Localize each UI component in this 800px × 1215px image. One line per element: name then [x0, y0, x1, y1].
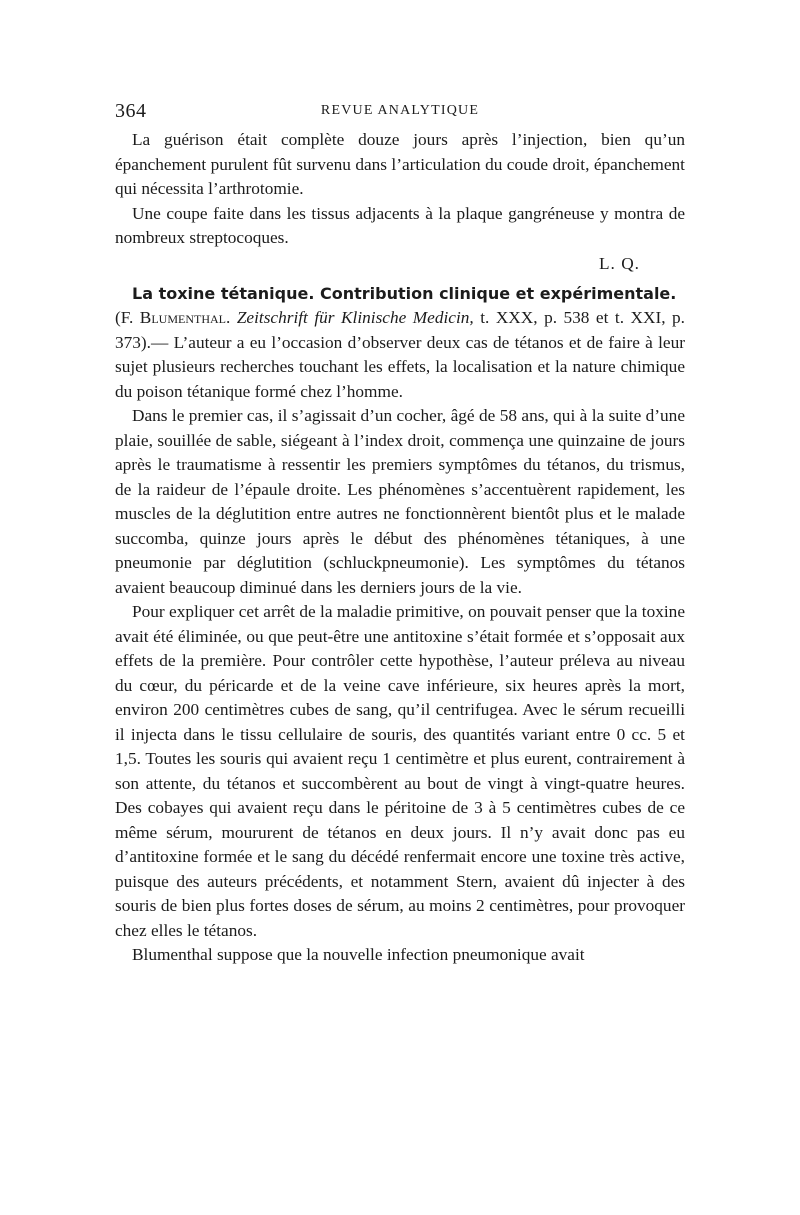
- running-head: REVUE ANALYTIQUE: [320, 103, 480, 118]
- paragraph-streptococci: Une coupe faite dans les tissus adjacents à la plaque gangréneuse y montra de nombreux streptocoques.: [115, 203, 685, 247]
- reference-open: (F.: [115, 308, 140, 327]
- paragraph-first-case: Dans le premier cas, il s’agissait d’un cocher, âgé de 58 ans, qui à la suite d’une plaie, souillée de sable, siégeant à l’index droit, commença une quinzaine de jours après le traumatisme à ressentir les premiers symptômes du tétanos, du trismus, de la raideur de l’épaule droite. Les phénomènes s’accentuèrent rapidement, les muscles de la déglutition entre autres ne fonctionnèrent bientôt plus et le malade succomba, quinze jours après le début des phénomènes tétaniques, à une pneumonie par déglutition (schluckpneumonie). Les symptômes du tétanos avaient beaucoup diminué dans les derniers jours de la vie.: [115, 406, 685, 597]
- page-number: 364: [115, 100, 147, 122]
- author-initials: L. Q.: [599, 253, 640, 273]
- reference-author: Blumenthal.: [139, 308, 231, 327]
- page-body: [115, 128, 685, 968]
- article-title: La toxine tétanique. Contribution clinique et expérimentale.: [132, 284, 677, 303]
- paragraph-experiment: Pour expliquer cet arrêt de la maladie primitive, on pouvait penser que la toxine avait été éliminée, ou que peut-être une antitoxine s’était formée et s’opposait aux effets de la première. Pour contrôler cette hypothèse, l’auteur préleva au niveau du cœur, du péricarde et de la veine cave inférieure, six heures après la mort, environ 200 centimètres cubes de sang, qu’il centrifugea. Avec le sérum recueilli il injecta dans le tissu cellulaire de souris, des quantités variant entre 0 cc. 5 et 1,5. Toutes les souris qui avaient reçu 1 centimètre et plus eurent, contrairement à son attente, du tétanos et succombèrent au bout de vingt à vingt-quatre heures. Des cobayes qui avaient reçu dans le péritoine de 3 à 5 centimètres cubes de ce même sérum, moururent de tétanos en deux jours. Il n’y avait donc pas eu d’antitoxine formée et le sang du décédé renfermait encore une toxine très active, puisque des auteurs précédents, et notamment Stern, avaient dû injecter à des souris de bien plus fortes doses de sérum, au moins 2 centimètres, pour provoquer chez elles le tétanos.: [115, 602, 685, 940]
- reference-rest: t. XXX, p. 538 et t. XXI, p. 373).— L’auteur a eu l’occasion d’observer deux cas de tétanos et de faire à leur sujet plusieurs recherches touchant les effets, la localisation et la nature chimique du poison tétanique formé chez l’homme.: [115, 308, 685, 401]
- paragraph-healing: La guérison était complète douze jours après l’injection, bien qu’un épanchement purulent fût survenu dans l’articulation du coude droit, épanchement qui nécessita l’arthrotomie.: [115, 130, 685, 198]
- paragraph-continuation: Blumenthal suppose que la nouvelle infection pneumonique avait: [132, 945, 585, 964]
- article-reference-paragraph: [115, 306, 685, 404]
- reference-journal: Zeitschrift für Klinische Medicin,: [236, 308, 474, 327]
- page-header: [115, 100, 685, 124]
